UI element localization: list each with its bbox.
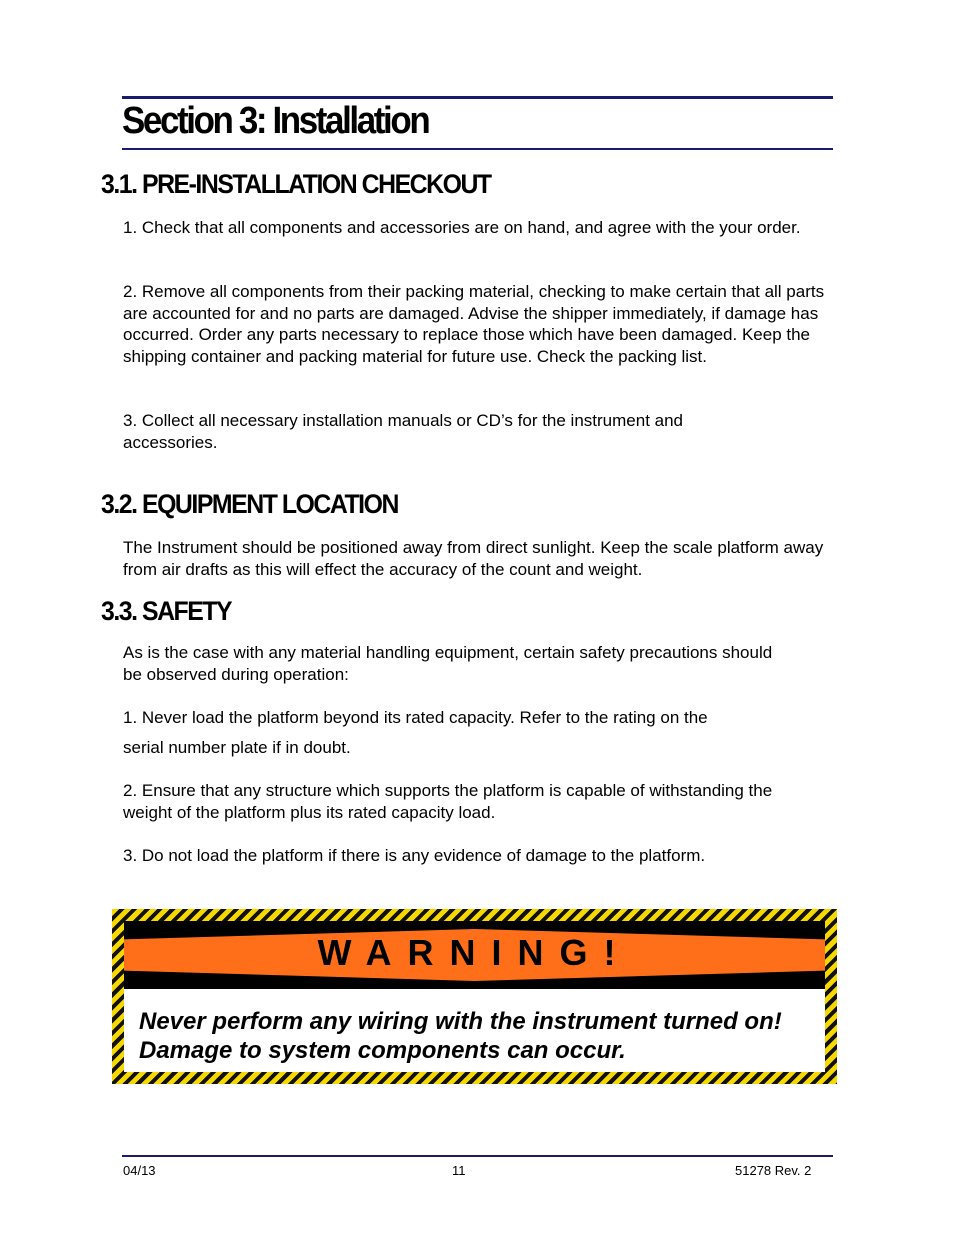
location-text: The Instrument should be positioned away from direct sunlight. Keep the scale platform away from air drafts as this will effect the accuracy of the count and weight. <box>123 538 824 579</box>
page-title: Section 3: Installation <box>122 100 429 142</box>
warning-label: WARNING! <box>317 932 632 973</box>
safety-item-1-line-2: serial number plate if in doubt. <box>123 738 351 757</box>
heading-equipment-location: 3.2. EQUIPMENT LOCATION <box>101 489 398 519</box>
safety-item-2: 2. Ensure that any structure which supports the platform is capable of withstanding the weight of the platform plus its rated capacity load. <box>123 781 773 822</box>
footer-page-number: 11 <box>452 1163 466 1178</box>
preinstall-item-1: 1. Check that all components and accessories are on hand, and agree with the your order. <box>123 218 801 237</box>
footer-date: 04/13 <box>123 1163 156 1178</box>
warning-message <box>139 1007 819 1065</box>
warning-box <box>112 909 837 1084</box>
heading-preinstallation: 3.1. PRE-INSTALLATION CHECKOUT <box>101 169 491 199</box>
safety-item-1-line-1: 1. Never load the platform beyond its rated capacity. Refer to the rating on the <box>123 708 708 727</box>
footer-doc-number: 51278 Rev. 2 <box>735 1163 812 1178</box>
title-top-rule <box>122 96 833 99</box>
safety-intro: As is the case with any material handling equipment, certain safety precautions should be observed during operation: <box>123 643 773 684</box>
preinstall-item-3: 3. Collect all necessary installation manuals or CD’s for the instrument and accessories. <box>123 411 684 452</box>
warning-banner <box>124 921 825 989</box>
title-bottom-rule <box>122 148 833 150</box>
heading-safety: 3.3. SAFETY <box>101 596 232 626</box>
safety-item-3: 3. Do not load the platform if there is any evidence of damage to the platform. <box>123 846 706 865</box>
warning-inner-panel <box>124 921 825 1072</box>
warning-message-line-2: Damage to system components can occur. <box>139 1037 626 1064</box>
footer-rule <box>122 1155 833 1157</box>
warning-message-line-1: Never perform any wiring with the instrument turned on! <box>139 1008 782 1035</box>
preinstall-item-2: 2. Remove all components from their packing material, checking to make certain that all parts are accounted for and no parts are damaged. Advise the shipper immediately, if damage has occurred. Order any parts necessary to replace those which have been damaged. Keep the shipping container and packing material for future use. Check the packing list. <box>123 282 825 366</box>
